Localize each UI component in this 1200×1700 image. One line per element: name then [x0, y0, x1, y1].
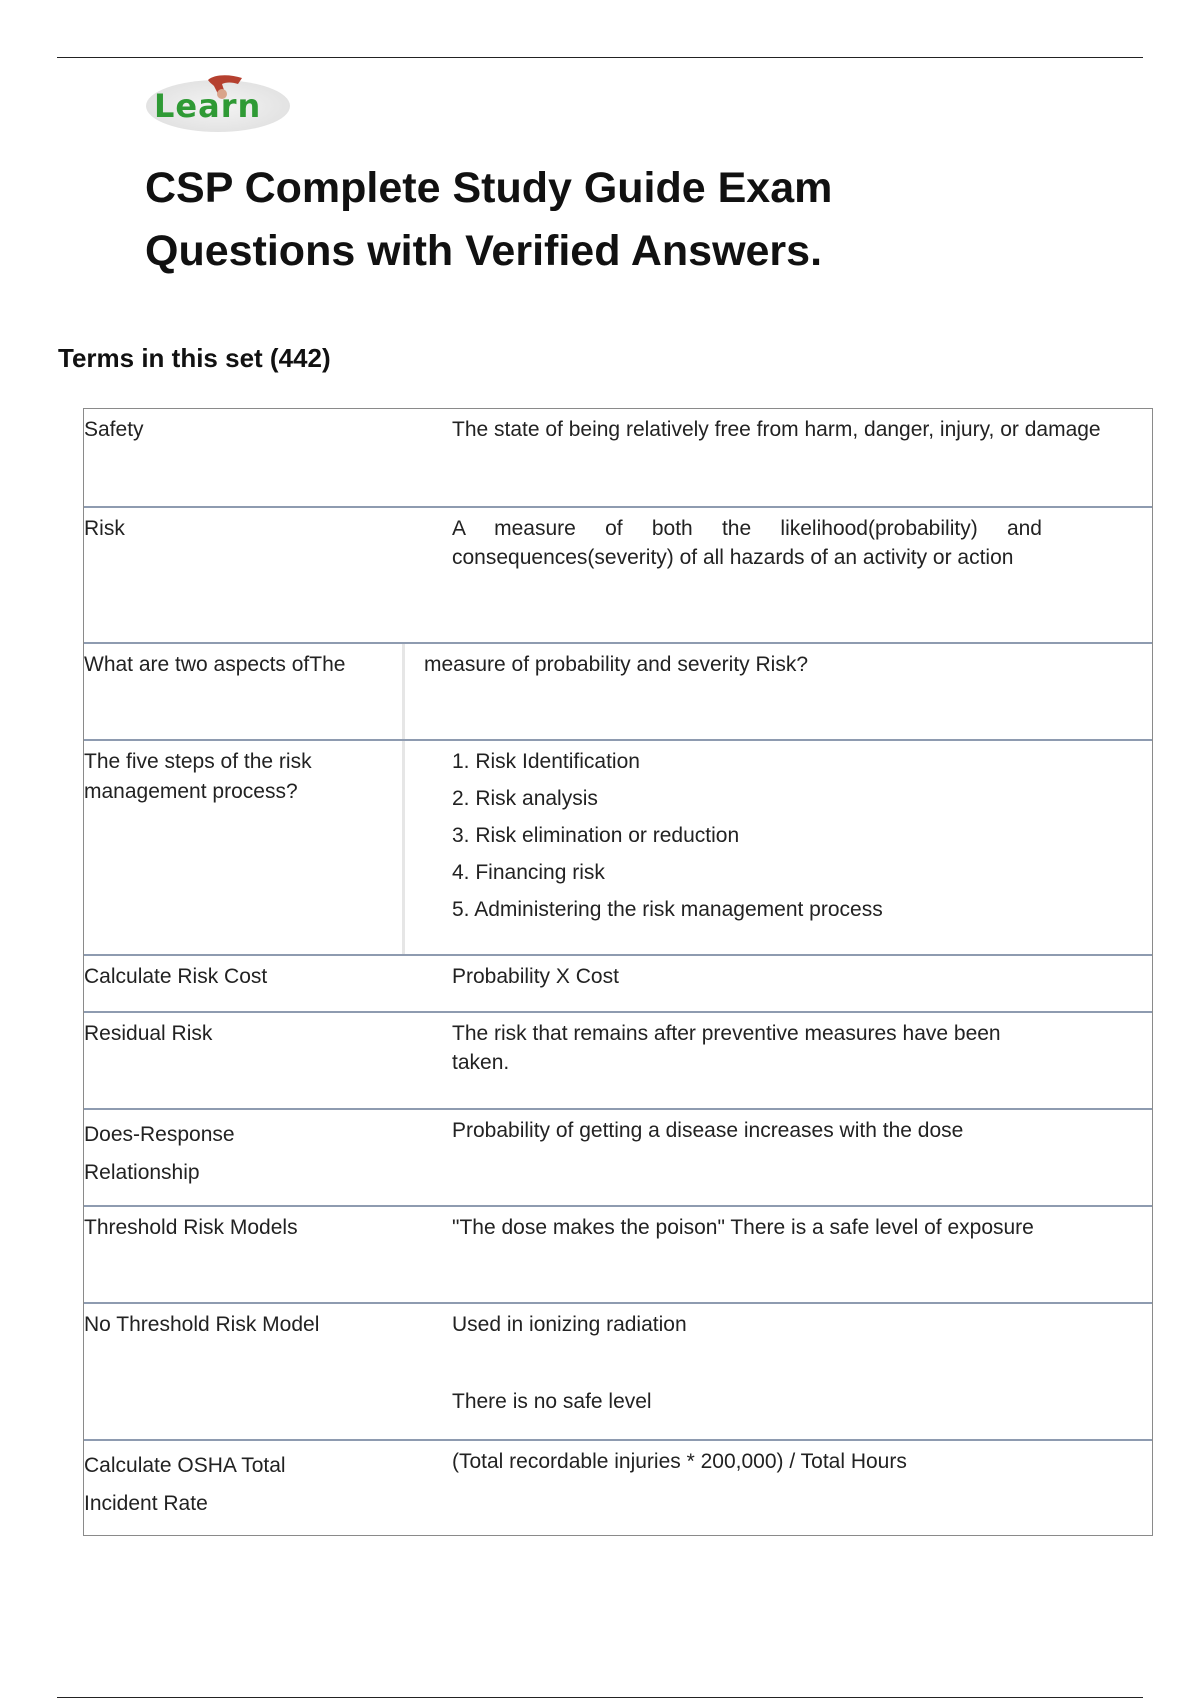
- definition-text: Used in ionizing radiation: [452, 1313, 687, 1336]
- column-divider: [402, 741, 405, 954]
- table-row: [84, 1302, 1152, 1439]
- definition-block: [452, 1310, 1124, 1416]
- logo-text: Learn: [154, 87, 262, 125]
- list-item: 1. Risk Identification: [452, 750, 640, 773]
- table-row: [84, 642, 1152, 739]
- definition-text: "The dose makes the poison" There is a safe level of exposure: [452, 1216, 1034, 1239]
- definition-text: (Total recordable injuries * 200,000) / Total Hours: [452, 1450, 907, 1473]
- top-rule: [57, 57, 1143, 58]
- list-item: 4. Financing risk: [452, 861, 605, 884]
- definition-list: [452, 747, 1124, 932]
- spacer: [452, 1339, 1124, 1387]
- term-text: Calculate OSHA Total Incident Rate: [84, 1454, 286, 1515]
- terms-table: [83, 408, 1153, 1536]
- definition-text: There is no safe level: [452, 1390, 652, 1413]
- list-item: 3. Risk elimination or reduction: [452, 824, 740, 847]
- table-row: [84, 1011, 1152, 1108]
- list-item: 5. Administering the risk management process: [452, 898, 883, 921]
- term-text: Calculate Risk Cost: [84, 965, 268, 988]
- list-item: 2. Risk analysis: [452, 787, 598, 810]
- table-row: [84, 739, 1152, 954]
- bottom-rule: [57, 1697, 1143, 1698]
- terms-heading: Terms in this set (442): [58, 343, 331, 373]
- term-text: Residual Risk: [84, 1022, 213, 1045]
- term-text: What are two aspects ofThe: [84, 653, 346, 676]
- term-text: Risk: [84, 517, 125, 540]
- definition-text: The state of being relatively free from harm, danger, injury, or damage: [452, 418, 1101, 441]
- definition-text: measure of probability and severity Risk?: [424, 653, 809, 676]
- term-text: The five steps of the risk management process?: [84, 750, 312, 803]
- definition-text: A measure of both the likelihood(probability) and consequences(severity) of all hazards of an activity or action: [452, 517, 1042, 569]
- learn-logo: [146, 74, 292, 136]
- table-row: [84, 1205, 1152, 1302]
- table-row: [84, 954, 1152, 1011]
- definition-text: Probability X Cost: [452, 965, 619, 988]
- definition-text: The risk that remains after preventive measures have been taken.: [452, 1022, 1001, 1074]
- definition-text: Probability of getting a disease increases with the dose: [452, 1119, 964, 1142]
- table-row: [84, 506, 1152, 642]
- term-text: No Threshold Risk Model: [84, 1313, 320, 1336]
- table-row: [84, 1108, 1152, 1205]
- page-title: CSP Complete Study Guide Exam Questions with Verified Answers.: [145, 164, 833, 275]
- term-text: Safety: [84, 418, 144, 441]
- table-row: [84, 409, 1152, 506]
- term-text: Threshold Risk Models: [84, 1216, 298, 1239]
- term-text: Does-Response Relationship: [84, 1123, 235, 1184]
- table-row: [84, 1439, 1152, 1535]
